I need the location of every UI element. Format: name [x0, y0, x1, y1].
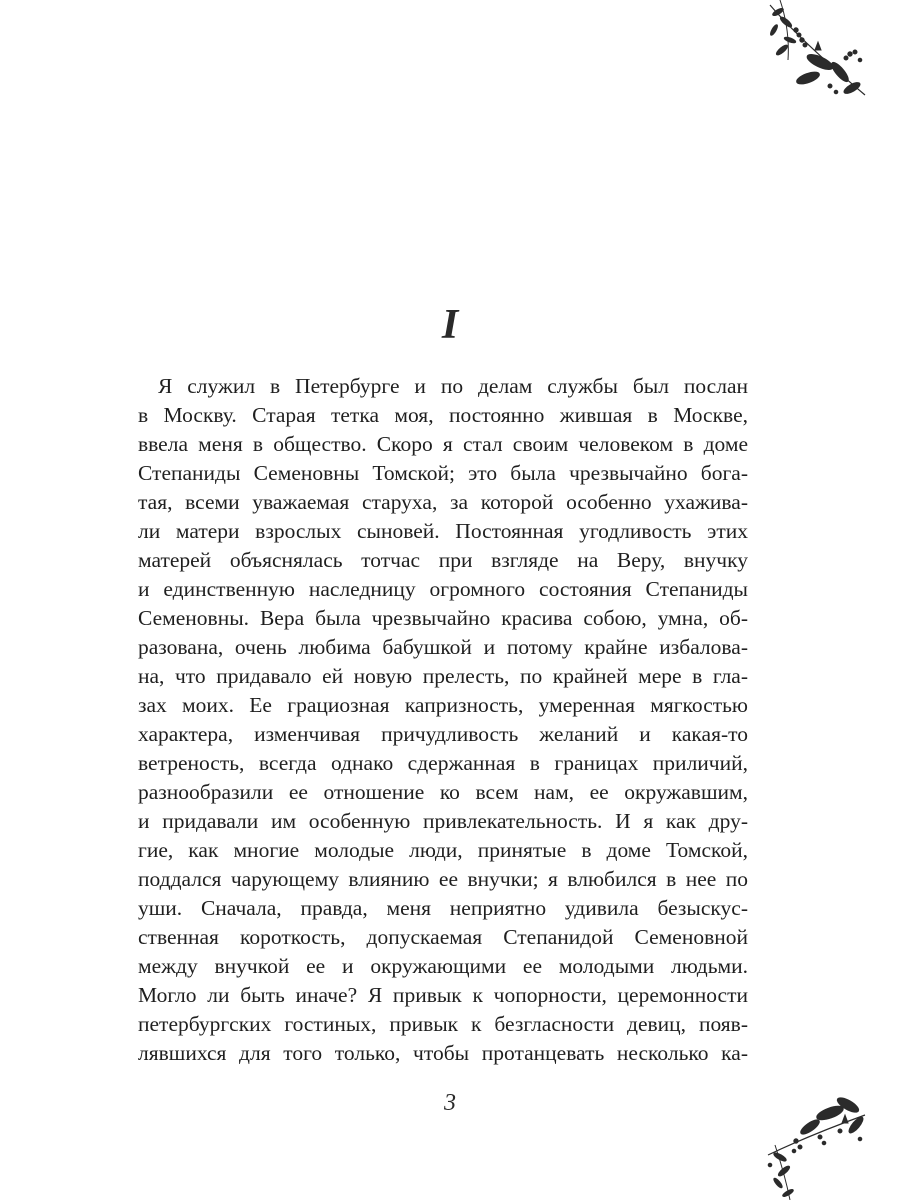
text-line: уши. Сначала, правда, меня неприятно удивила безыскус-	[138, 896, 748, 920]
floral-sprig-icon	[760, 0, 870, 105]
text-line: на, что придавало ей новую прелесть, по крайней мере в гла-	[138, 664, 748, 688]
text-line: разована, очень любима бабушкой и потому крайне избалова-	[138, 635, 748, 659]
text-line: Степаниды Семеновны Томской; это была чрезвычайно бога-	[138, 461, 748, 485]
text-line: лявшихся для того только, чтобы протанцевать несколько ка-	[138, 1041, 748, 1065]
text-line: ввела меня в общество. Скоро я стал своим человеком в доме	[138, 432, 748, 456]
text-line: тая, всеми уважаемая старуха, за которой особенно ухажива-	[138, 490, 748, 514]
text-line: Я служил в Петербурге и по делам службы был послан	[158, 374, 748, 398]
text-line: ли матери взрослых сыновей. Постоянная угодливость этих	[138, 519, 748, 543]
page-number: 3	[444, 1090, 456, 1116]
text-line: матерей объяснялась тотчас при взгляде на Веру, внучку	[138, 548, 748, 572]
text-line: разнообразили ее отношение ко всем нам, ее окружавшим,	[138, 780, 748, 804]
text-line: зах моих. Ее грациозная капризность, умеренная мягкостью	[138, 693, 748, 717]
text-line: петербургских гостиных, привык к безгласности девиц, появ-	[138, 1012, 748, 1036]
text-line: ветреность, всегда однако сдержанная в границах приличий,	[138, 751, 748, 775]
text-line: и придавали им особенную привлекательность. И я как дру-	[138, 809, 748, 833]
floral-sprig-icon	[760, 1095, 870, 1200]
text-line: между внучкой ее и окружающими ее молодыми людьми.	[138, 954, 748, 978]
text-line: поддался чарующему влиянию ее внучки; я влюбился в нее по	[138, 867, 748, 891]
text-line: Семеновны. Вера была чрезвычайно красива собою, умна, об-	[138, 606, 748, 630]
body-text	[138, 372, 748, 1068]
text-line: гие, как многие молодые люди, принятые в доме Томской,	[138, 838, 748, 862]
chapter-number: I	[441, 302, 459, 348]
text-line: и единственную наследницу огромного состояния Степаниды	[138, 577, 748, 601]
text-line: ственная короткость, допускаемая Степанидой Семеновной	[138, 925, 748, 949]
text-line: характера, изменчивая причудливость желаний и какая-то	[138, 722, 748, 746]
text-line: Могло ли быть иначе? Я привык к чопорности, церемонности	[138, 983, 748, 1007]
text-line: в Москву. Старая тетка моя, постоянно жившая в Москве,	[138, 403, 748, 427]
